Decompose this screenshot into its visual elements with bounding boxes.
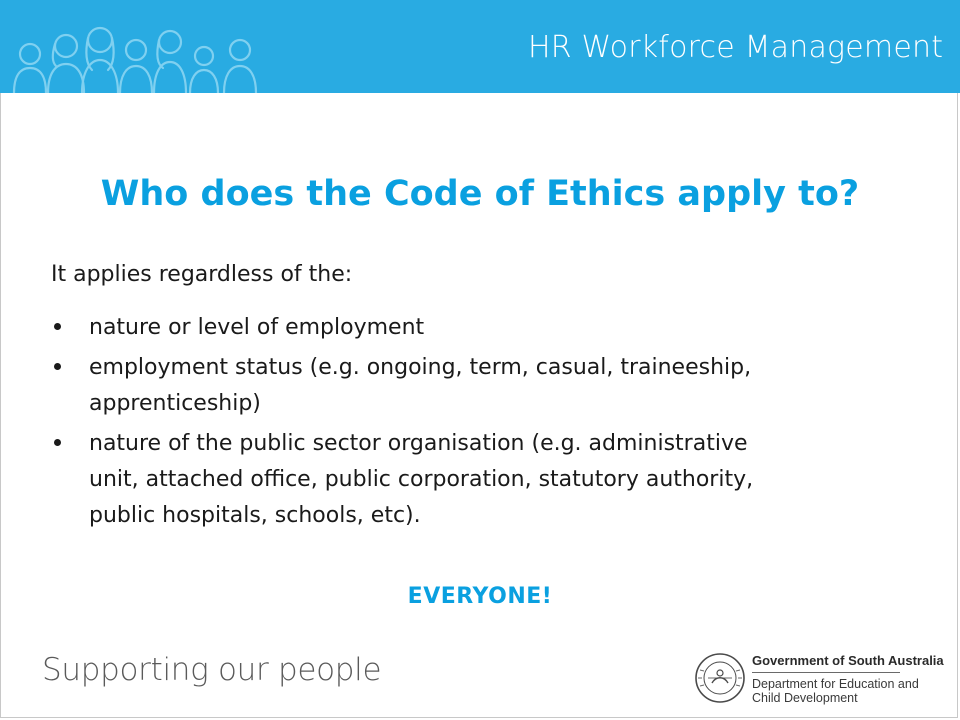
gov-divider — [752, 672, 900, 673]
bullet-item-organisation — [51, 426, 921, 534]
header-banner — [0, 0, 960, 93]
bullet-line: apprenticeship) — [89, 391, 261, 416]
bullet-line: public hospitals, schools, etc). — [89, 503, 421, 528]
bullet-line: nature or level of employment — [89, 315, 425, 340]
bullet-item-employment-level — [51, 310, 921, 346]
intro-text: It applies regardless of the: — [51, 262, 353, 287]
slide-title: Who does the Code of Ethics apply to? — [100, 174, 860, 214]
banner-title: HR Workforce Management — [528, 30, 944, 65]
gov-title: Government of South Australia — [752, 653, 944, 668]
bullet-line: employment status (e.g. ongoing, term, casual, traineeship, — [89, 355, 752, 380]
department-line-2: Child Development — [752, 691, 858, 705]
bullet-line: unit, attached office, public corporation, statutory authority, — [89, 467, 754, 492]
bullet-list — [51, 310, 921, 538]
emphasis-text: EVERYONE! — [407, 584, 553, 609]
south-australia-seal-icon — [694, 652, 746, 704]
bullet-dot-icon — [54, 363, 61, 370]
gov-branding — [752, 653, 952, 705]
bullet-item-employment-status — [51, 350, 921, 422]
bullet-dot-icon — [54, 439, 61, 446]
department-line-1: Department for Education and — [752, 677, 919, 691]
people-silhouettes-icon — [8, 20, 308, 93]
footer-tagline: Supporting our people — [42, 652, 382, 688]
bullet-dot-icon — [54, 323, 61, 330]
bullet-line: nature of the public sector organisation (e.g. administrative — [89, 431, 748, 456]
